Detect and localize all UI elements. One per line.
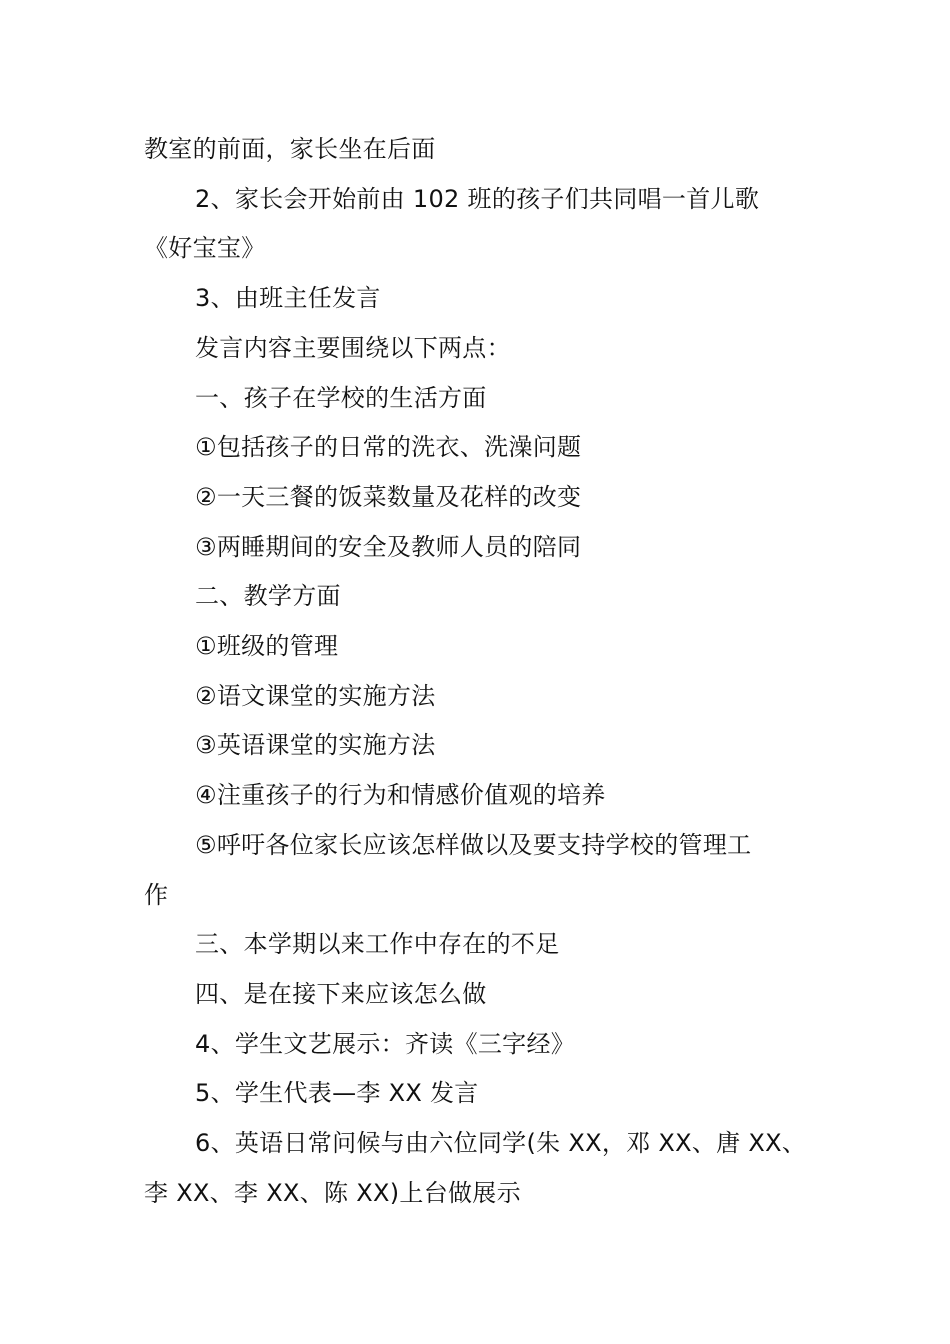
paragraph-line: 作 <box>144 880 169 909</box>
paragraph-line: 《好宝宝》 <box>144 234 266 263</box>
paragraph-line: 2、家长会开始前由 102 班的孩子们共同唱一首儿歌 <box>195 184 760 213</box>
paragraph-line: 4、学生文艺展示：齐读《三字经》 <box>195 1029 576 1058</box>
paragraph-line: 三、本学期以来工作中存在的不足 <box>195 930 560 959</box>
paragraph-line: ④注重孩子的行为和情感价值观的培养 <box>195 781 606 810</box>
paragraph-line: 发言内容主要围绕以下两点： <box>195 333 511 362</box>
paragraph-line: ②语文课堂的实施方法 <box>195 681 436 710</box>
paragraph-line: ①包括孩子的日常的洗衣、洗澡问题 <box>195 433 582 462</box>
paragraph-line: 6、英语日常问候与由六位同学(朱 XX，邓 XX、唐 XX、 <box>195 1129 807 1158</box>
paragraph-line: 李 XX、李 XX、陈 XX)上台做展示 <box>144 1178 521 1207</box>
document-body <box>144 125 808 1218</box>
paragraph-line: 四、是在接下来应该怎么做 <box>195 979 487 1008</box>
paragraph-line: ⑤呼吁各位家长应该怎样做以及要支持学校的管理工 <box>195 830 752 859</box>
paragraph-line: ③两睡期间的安全及教师人员的陪同 <box>195 532 582 561</box>
paragraph-line: 二、教学方面 <box>195 582 341 611</box>
paragraph-line: ②一天三餐的饭菜数量及花样的改变 <box>195 482 582 511</box>
paragraph-line: 5、学生代表—李 XX 发言 <box>195 1079 479 1108</box>
paragraph-line: 教室的前面，家长坐在后面 <box>144 135 436 163</box>
paragraph-line: ①班级的管理 <box>195 632 339 661</box>
paragraph-line: ③英语课堂的实施方法 <box>195 731 436 760</box>
paragraph-line: 一、孩子在学校的生活方面 <box>195 383 487 412</box>
paragraph-line: 3、由班主任发言 <box>195 284 381 313</box>
